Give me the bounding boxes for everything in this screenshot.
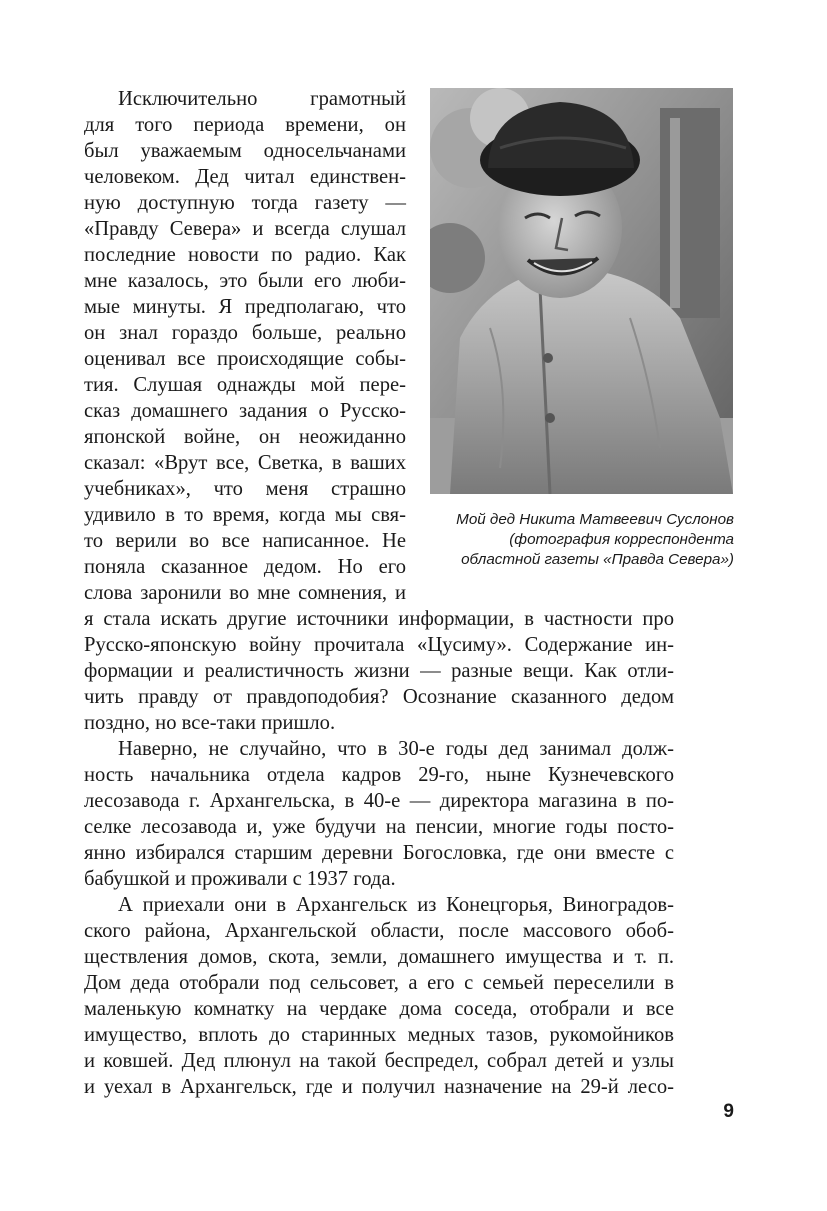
text-line: имущество, вплоть до старинных медных тазов, рукомойников (84, 1024, 674, 1046)
text-line: ную доступную тогда газету — (84, 192, 406, 214)
page-number: 9 (723, 1101, 734, 1122)
text-line: человеком. Дед читал единствен- (84, 166, 406, 188)
text-line: и ковшей. Дед плюнул на такой беспредел, собрал детей и узлы (84, 1050, 674, 1072)
portrait-photo-illustration (430, 88, 733, 494)
portrait-photo (430, 88, 733, 494)
text-line: чить правду от правдоподобия? Осознание сказанного дедом (84, 686, 674, 708)
text-line: мне казалось, это были его люби- (84, 270, 406, 292)
text-line: поздно, но все-таки пришло. (84, 712, 336, 734)
text-line: Исключительно грамотный (118, 88, 406, 110)
text-line: поняла сказанное дедом. Но его (84, 556, 406, 578)
text-line: А приехали они в Архангельск из Конецгорья, Виноградов- (118, 894, 674, 916)
text-line: учебниках», что меня страшно (84, 478, 406, 500)
text-line: сказал: «Врут все, Светка, в ваших (84, 452, 406, 474)
text-line: я стала искать другие источники информации, в частности про (84, 608, 674, 630)
text-line: формации и реалистичность жизни — разные вещи. Как отли- (84, 660, 674, 682)
text-line: селке лесозавода и, уже будучи на пенсии, многие годы посто- (84, 816, 674, 838)
text-line: тия. Слушая однажды мой пере- (84, 374, 406, 396)
text-line: слова заронили во мне сомнения, и (84, 582, 406, 604)
text-line: маленькую комнатку на чердаке дома соседа, отобрали и все (84, 998, 674, 1020)
text-line: «Правду Севера» и всегда слушал (84, 218, 406, 240)
caption-line: областной газеты «Правда Севера») (461, 551, 734, 568)
caption-line: (фотография корреспондента (509, 531, 734, 548)
text-line: лесозавода г. Архангельска, в 40-е — директора магазина в по- (84, 790, 674, 812)
text-line: удивило в то время, когда мы свя- (84, 504, 406, 526)
text-line: бабушкой и проживали с 1937 года. (84, 868, 396, 890)
text-line: оценивал все происходящие собы- (84, 348, 406, 370)
text-line: янно избирался старшим деревни Богословка, где они вместе с (84, 842, 674, 864)
text-line: Дом деда отобрали под сельсовет, а его с семьей переселили в (84, 972, 674, 994)
text-line: ществления домов, скота, земли, домашнего имущества и т. п. (84, 946, 674, 968)
text-line: то верили во все написанное. Не (84, 530, 406, 552)
text-line: и уехал в Архангельск, где и получил назначение на 29-й лесо- (84, 1076, 674, 1098)
text-line: был уважаемым односельчанами (84, 140, 406, 162)
text-line: ского района, Архангельской области, после массового обоб- (84, 920, 674, 942)
text-line: он знал гораздо больше, реально (84, 322, 406, 344)
caption-line: Мой дед Никита Матвеевич Суслонов (456, 511, 734, 528)
text-line: японской войне, он неожиданно (84, 426, 406, 448)
text-line: для того периода времени, он (84, 114, 406, 136)
text-line: ность начальника отдела кадров 29-го, ныне Кузнечевского (84, 764, 674, 786)
text-line: Русско-японскую войну прочитала «Цусиму». Содержание ин- (84, 634, 674, 656)
text-line: мые минуты. Я предполагаю, что (84, 296, 406, 318)
text-line: сказ домашнего задания о Русско- (84, 400, 406, 422)
text-line: последние новости по радио. Как (84, 244, 406, 266)
text-line: Наверно, не случайно, что в 30-е годы дед занимал долж- (118, 738, 674, 760)
